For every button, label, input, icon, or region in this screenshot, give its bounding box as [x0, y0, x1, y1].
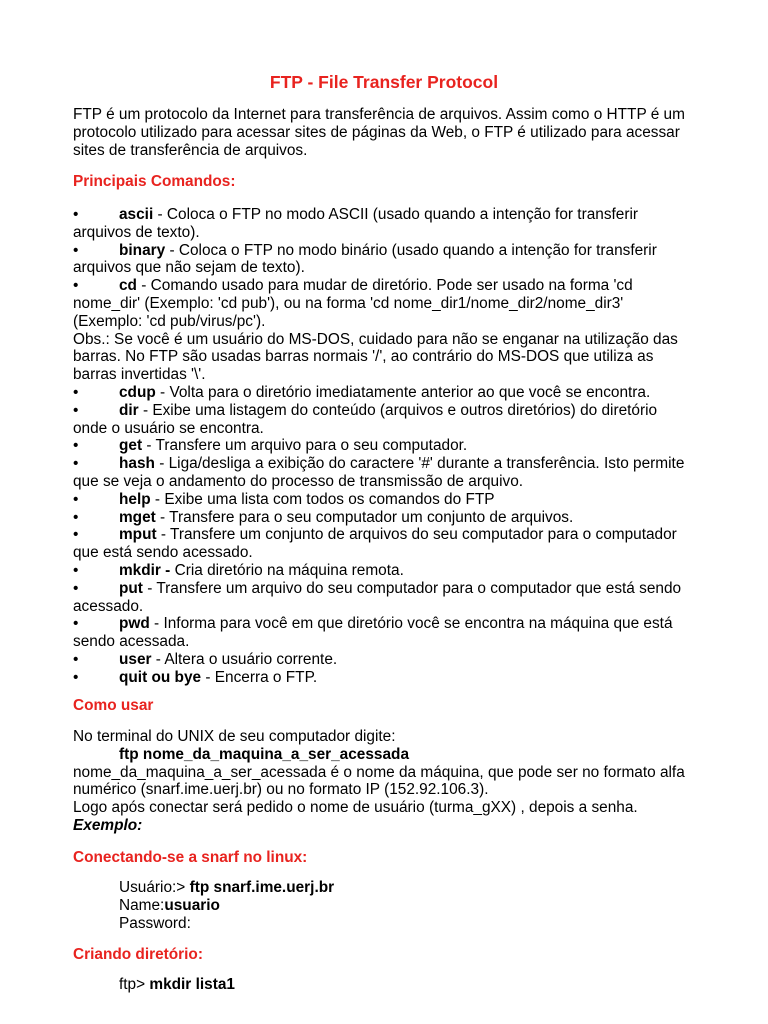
mkdir-heading: Criando diretório:: [73, 946, 203, 963]
bullet: •: [73, 668, 79, 686]
command-description-cont: onde o usuário se encontra.: [73, 419, 264, 437]
list-item: [73, 526, 723, 562]
command-name: user: [119, 650, 152, 668]
command-description: - Encerra o FTP.: [201, 668, 318, 686]
list-item: [73, 562, 723, 580]
mkdir-command: mkdir lista1: [149, 976, 235, 993]
command-name: ascii: [119, 206, 154, 223]
command-name: mget: [119, 508, 156, 526]
list-item: [73, 669, 723, 687]
command-description: - Coloca o FTP no modo binário (usado quando a intenção for transferir: [165, 241, 657, 259]
command-description: - Transfere um arquivo do seu computador para o computador que está sendo: [142, 579, 682, 597]
command-name: help: [119, 490, 151, 508]
list-item: [73, 491, 723, 509]
list-item: [73, 384, 723, 402]
usage-line: No terminal do UNIX de seu computador digite:: [73, 728, 396, 745]
command-description-cont: nome_dir' (Exemplo: 'cd pub'), ou na forma 'cd nome_dir1/nome_dir2/nome_dir3': [73, 294, 624, 312]
usage-line: numérico (snarf.ime.uerj.br) ou no formato IP (152.92.106.3).: [73, 781, 489, 799]
command-description: - Comando usado para mudar de diretório. Pode ser usado na forma 'cd: [136, 277, 633, 295]
command-name: mput: [119, 526, 157, 544]
list-item: [73, 580, 723, 616]
command-description-cont: que está sendo acessado.: [73, 544, 253, 562]
usage-command: ftp nome_da_maquina_a_ser_acessada: [119, 745, 410, 763]
user-label: Usuário:>: [119, 879, 190, 896]
command-description: - Altera o usuário corrente.: [151, 650, 338, 668]
command-description-cont: sendo acessada.: [73, 633, 190, 651]
list-item: [73, 455, 723, 491]
command-description: - Coloca o FTP no modo ASCII (usado quando a intenção for transferir: [153, 206, 639, 223]
name-label: Name:: [119, 896, 165, 914]
connect-section: [73, 879, 768, 932]
command-name: binary: [119, 241, 166, 259]
commands-list: [73, 206, 723, 687]
bullet: •: [73, 579, 79, 597]
bullet: •: [73, 508, 79, 526]
bullet: •: [73, 277, 79, 295]
example-label: Exemplo:: [73, 816, 143, 834]
command-description-cont: que se veja o andamento do processo de transmissão de arquivo.: [73, 472, 524, 490]
command-description: - Exibe uma listagem do conteúdo (arquivos e outros diretórios) do diretório: [138, 401, 658, 419]
command-name: hash: [119, 455, 155, 473]
bullet: •: [73, 561, 79, 579]
command-description: - Transfere um arquivo para o seu computador.: [142, 437, 468, 455]
bullet: •: [73, 455, 79, 473]
command-description-cont: (Exemplo: 'cd pub/virus/pc').: [73, 312, 266, 330]
list-item: [73, 509, 723, 527]
command-description-cont: arquivos que não sejam de texto).: [73, 259, 305, 277]
usage-line: nome_da_maquina_a_ser_acessada é o nome da máquina, que pode ser no formato alfa: [73, 763, 685, 781]
command-description: - Volta para o diretório imediatamente anterior ao que você se encontra.: [155, 383, 651, 401]
list-item: [73, 402, 723, 438]
commands-heading: Principais Comandos:: [73, 173, 236, 190]
command-name: dir: [119, 401, 139, 419]
bullet: •: [73, 615, 79, 633]
page-title: FTP - File Transfer Protocol: [269, 72, 499, 92]
mkdir-section: [73, 976, 768, 994]
obs-line: barras invertidas '\'.: [73, 366, 206, 384]
connect-user-row: [119, 879, 768, 897]
usage-section: [73, 728, 723, 835]
command-description: - Liga/desliga a exibição do caractere '#' durante a transferência. Isto permite: [154, 455, 685, 473]
bullet: •: [73, 383, 79, 401]
command-description: - Informa para você em que diretório você se encontra na máquina que está: [149, 615, 673, 633]
connect-heading: Conectando-se a snarf no linux:: [73, 849, 308, 866]
name-value: usuario: [164, 896, 220, 914]
list-item: [73, 437, 723, 455]
usage-line: Logo após conectar será pedido o nome de usuário (turma_gXX) , depois a senha.: [73, 799, 638, 817]
bullet: •: [73, 490, 79, 508]
command-name: put: [119, 579, 143, 597]
command-description: - Transfere um conjunto de arquivos do seu computador para o computador: [156, 526, 677, 544]
command-name: quit ou bye: [119, 668, 202, 686]
bullet: •: [73, 650, 79, 668]
intro-paragraph: [73, 106, 723, 159]
command-name: get: [119, 437, 143, 455]
command-description: - Transfere para o seu computador um conjunto de arquivos.: [155, 508, 574, 526]
command-name: cd: [119, 277, 137, 295]
list-item: [73, 651, 723, 669]
user-command: ftp snarf.ime.uerj.br: [189, 879, 335, 896]
command-name: cdup: [119, 383, 156, 401]
command-name: mkdir -: [119, 561, 171, 579]
command-description: Cria diretório na máquina remota.: [170, 561, 404, 579]
list-item: [73, 206, 723, 242]
intro-line: FTP é um protocolo da Internet para transferência de arquivos. Assim como o HTTP é um: [73, 106, 685, 123]
command-description-cont: acessado.: [73, 597, 144, 615]
list-item: [73, 615, 723, 651]
bullet: •: [73, 437, 79, 455]
list-item: [73, 277, 723, 330]
bullet: •: [73, 526, 79, 544]
usage-heading: Como usar: [73, 697, 154, 714]
obs-line: barras. No FTP são usadas barras normais '/', ao contrário do MS-DOS que utiliza as: [73, 348, 654, 366]
intro-line: protocolo utilizado para acessar sites de páginas da Web, o FTP é utilizado para acessar: [73, 123, 680, 141]
bullet: •: [73, 241, 79, 259]
ftp-prompt: ftp>: [119, 976, 150, 993]
bullet: •: [73, 401, 79, 419]
usage-command-row: [73, 746, 723, 764]
command-description-cont: arquivos de texto).: [73, 223, 200, 241]
command-description: - Exibe uma lista com todos os comandos do FTP: [150, 490, 495, 508]
intro-line: sites de transferência de arquivos.: [73, 141, 308, 159]
password-label: Password:: [119, 914, 191, 932]
bullet: •: [73, 206, 79, 223]
list-item: [73, 242, 723, 278]
obs-line: Obs.: Se você é um usuário do MS-DOS, cuidado para não se enganar na utilização das: [73, 330, 678, 348]
connect-name-row: [119, 897, 768, 915]
command-name: pwd: [119, 615, 150, 633]
